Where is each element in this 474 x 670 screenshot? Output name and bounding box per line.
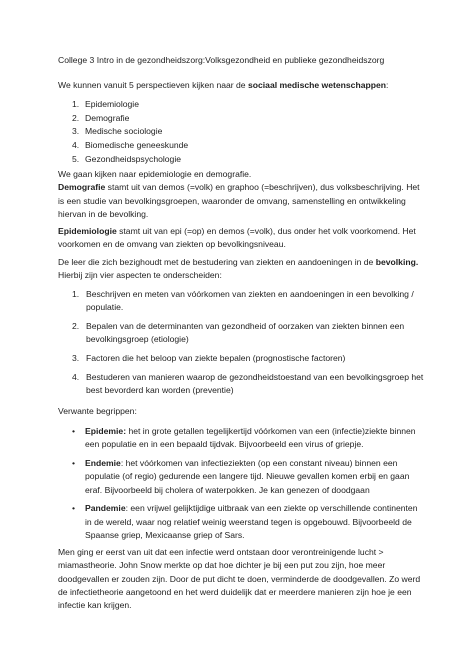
epidemiologie-paragraph (58, 225, 428, 252)
list-number: 3. (72, 126, 80, 137)
list-text: Factoren die het beloop van ziekte bepalen (prognostische factoren) (86, 353, 346, 364)
list-label: Epidemiologie (85, 99, 139, 109)
intro-bold-term: sociaal medische wetenschappen (247, 80, 387, 90)
list-item (72, 320, 424, 347)
list-item (72, 502, 426, 542)
bullet-icon: • (72, 458, 76, 469)
list-number: 1. (72, 289, 80, 299)
leer-bold-term: bevolking. (375, 257, 419, 267)
list-number: 5. (72, 153, 80, 164)
list-item (72, 371, 424, 398)
leer-text: De leer die zich bezighoudt met de bestudering van ziekten en aandoeningen in de (58, 257, 376, 267)
leer-continuation: Hierbij zijn vier aspecten te onderscheiden: (58, 270, 222, 281)
list-label: Biomedische geneeskunde (85, 140, 189, 151)
epidemiologie-definition: stamt uit van epi (=op) en demos (=volk), dus onder het volk voorkomend. Het voorkomen en de omvang van ziekten op bevolkingsniveau. (58, 226, 416, 250)
list-item (72, 288, 424, 315)
aspects-list (72, 288, 424, 403)
related-heading: Verwante begrippen: (58, 406, 137, 416)
list-text: Beschrijven en meten van vóórkomen van ziekten en aandoeningen in een bevolking / populatie. (86, 289, 414, 313)
term-label: Endemie (85, 458, 121, 469)
term-label: Pandemie (85, 503, 126, 514)
related-terms-list (72, 425, 426, 548)
list-item (72, 112, 188, 126)
bullet-icon: • (72, 503, 76, 514)
demografie-intro-line: We gaan kijken naar epidemiologie en demografie. (58, 169, 252, 179)
list-item (72, 139, 188, 153)
demografie-term: Demografie (58, 182, 106, 193)
list-item (72, 457, 426, 497)
term-definition: : een vrijwel gelijktijdige uitbraak van een ziekte op verschillende continenten in de wereld, waar nog relatief weinig weerstand tegen is opgebouwd. Bijvoorbeeld de Spaanse griep, Mexicaanse griep of Sars. (85, 503, 418, 541)
list-item (72, 153, 188, 167)
closing-paragraph: Men ging er eerst van uit dat een infectie werd ontstaan door verontreinigende lucht > miamastheorie. John Snow merkte op dat hoe dichter je bij een put zou zijn, hoe meer doodgevallen er zouden zijn. Door de put dicht te doen, verminderde de doodgevallen. Zo werd de infectietheorie aangetoond en het werd duidelijk dat er meerdere manieren zijn hoe je een infectie kan krijgen. (58, 547, 421, 611)
list-item (72, 98, 188, 112)
term-definition: het in grote getallen tegelijkertijd vóórkomen van een (infectie)ziekte binnen een populatie en in een bepaald tijdvak. Bijvoorbeeld een virus of griepje. (85, 426, 416, 450)
demografie-definition: stamt uit van demos (=volk) en graphoo (=beschrijven), dus volksbeschrijving. Het is een studie van bevolkingsgroepen, waaronder de omvang, samenstelling en ontwikkeling hiervan in de bevolking. (58, 182, 420, 219)
bullet-icon: • (72, 426, 76, 436)
list-text: Bepalen van de determinanten van gezondheid of oorzaken van ziekten binnen een bevolkingsgroep (etiologie) (86, 321, 405, 345)
demografie-paragraph (58, 168, 428, 221)
term-label: Epidemie: (85, 426, 127, 436)
list-item (72, 125, 188, 139)
list-label: Gezondheidspsychologie (85, 153, 182, 164)
list-label: Demografie (85, 112, 130, 123)
list-number: 4. (72, 371, 80, 382)
intro-text: We kunnen vanuit 5 perspectieven kijken naar de (58, 80, 248, 90)
document-title: College 3 Intro in de gezondheidszorg:Volksgezondheid en publieke gezondheidszorg (58, 55, 385, 65)
list-number: 4. (72, 140, 80, 151)
leer-paragraph (58, 256, 428, 283)
list-label: Medische sociologie (85, 126, 163, 137)
perspectives-list (72, 98, 188, 166)
intro-paragraph (58, 79, 428, 92)
list-text: Bestuderen van manieren waarop de gezondheidstoestand van een bevolkingsgroep het best bevorderd kan worden (preventie) (86, 371, 424, 396)
epidemiologie-term: Epidemiologie (58, 226, 117, 236)
list-number: 2. (72, 112, 80, 123)
list-number: 3. (72, 353, 80, 364)
intro-colon: : (386, 80, 389, 90)
term-definition: : het vóórkomen van infectieziekten (op een constant niveau) binnen een populatie (of regio) gedurende een langere tijd. Nieuwe gevallen komen erbij en gaan eraf. Bijvoorbeeld bij cholera of waterpokken. Je kan genezen of doodgaan (85, 458, 410, 495)
list-item (72, 352, 424, 365)
list-number: 2. (72, 321, 80, 332)
list-number: 1. (72, 99, 80, 109)
list-item (72, 425, 426, 452)
